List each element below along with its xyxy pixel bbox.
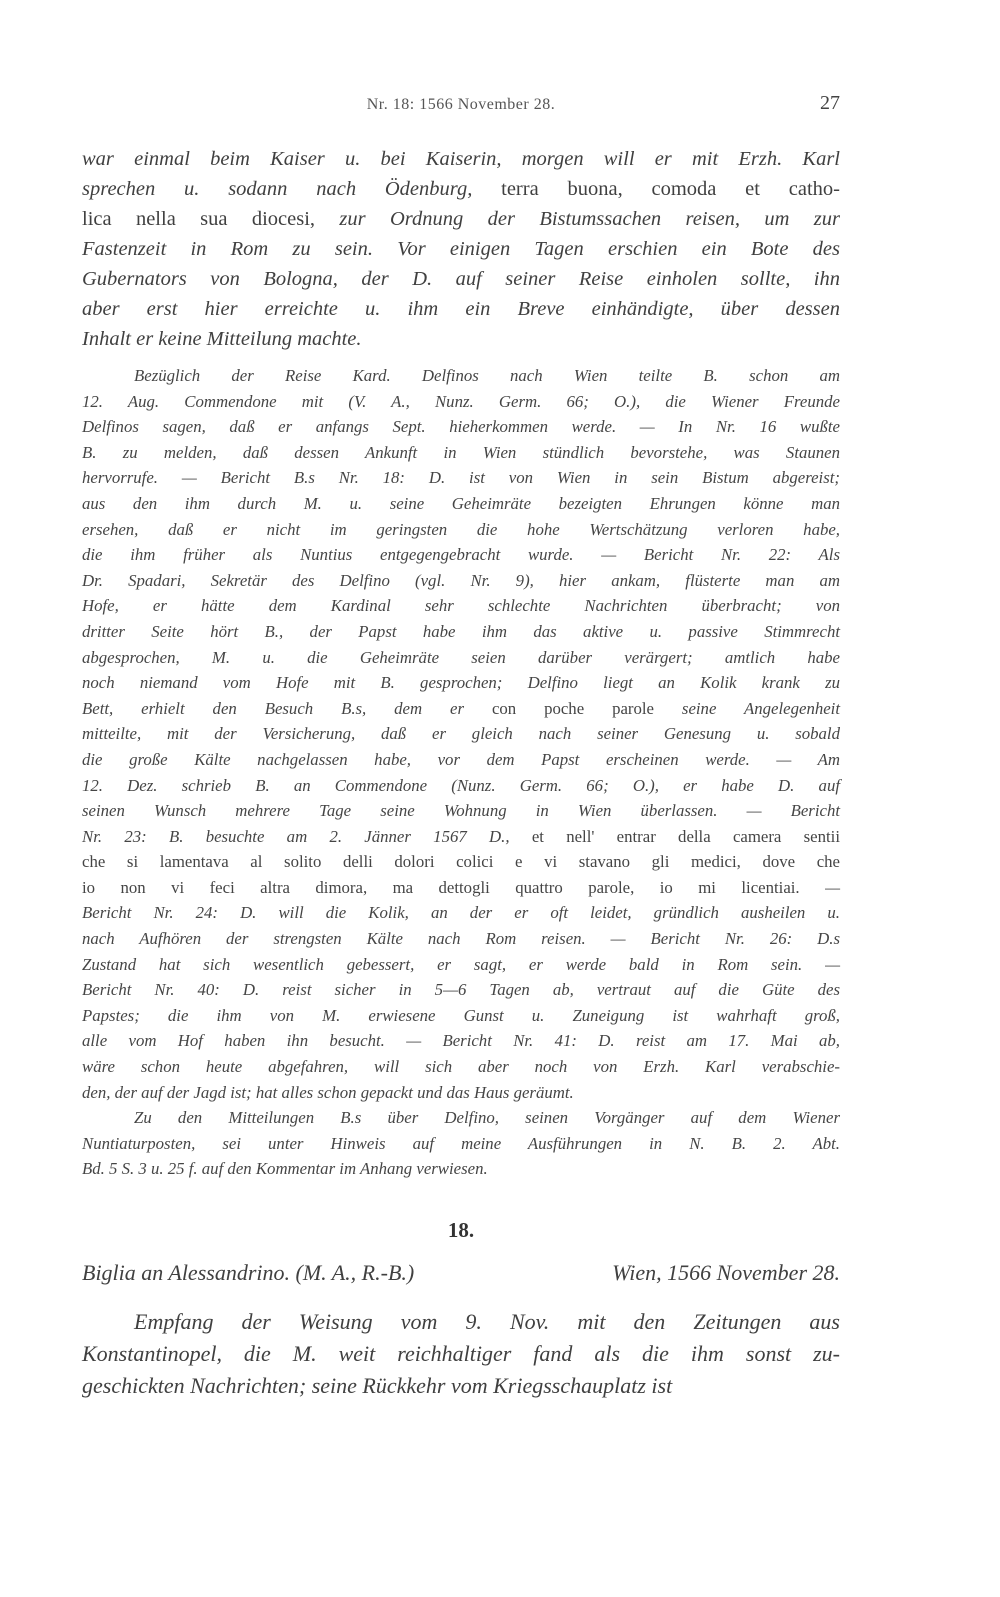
commentary-notes (82, 363, 840, 1182)
text-segment: Hofe, er hätte dem Kardinal sehr schlechte Nachrichten überbracht; von (82, 596, 840, 616)
note-line (82, 568, 840, 594)
text-segment: 12. Dez. schrieb B. an Commendone (Nunz. Germ. 66; O.), er habe D. auf (82, 775, 840, 795)
text-segment: sprechen u. sodann nach Ödenburg, (82, 178, 502, 200)
note-line (82, 824, 840, 850)
body-line (82, 204, 840, 234)
page-number: 27 (820, 92, 840, 114)
text-segment: Bett, erhielt den Besuch B.s, dem er (82, 698, 492, 718)
note-line (82, 491, 840, 517)
text-segment: abgesprochen, M. u. die Geheimräte seien darüber verärgert; amtlich habe (82, 647, 840, 667)
text-segment: seine Angelegenheit (654, 698, 840, 718)
text-segment: Dr. Spadari, Sekretär des Delfino (vgl. Nr. 9), hier ankam, flüsterte man am (82, 570, 840, 590)
note-line (82, 798, 840, 824)
text-segment: seinen Wunsch mehrere Tage seine Wohnung in Wien überlassen. — Bericht (82, 801, 840, 821)
body-line (82, 234, 840, 264)
note-line (82, 1003, 840, 1029)
body-line (82, 144, 840, 174)
note-line (82, 1156, 840, 1182)
text-segment: Fastenzeit in Rom zu sein. Vor einigen Tagen erschien ein Bote des (82, 238, 840, 260)
text-segment: Bd. 5 S. 3 u. 25 f. auf den Kommentar im Anhang verwiesen. (82, 1159, 488, 1179)
text-segment: ersehen, daß er nicht im geringsten die hohe Wertschätzung verloren habe, (82, 519, 840, 539)
report-continuation-text (82, 144, 840, 354)
note-line (82, 1054, 840, 1080)
text-segment: 12. Aug. Commendone mit (V. A., Nunz. Germ. 66; O.), die Wiener Freunde (82, 391, 840, 411)
text-segment: Nr. 23: B. besuchte am 2. Jänner 1567 D., (82, 826, 532, 846)
text-segment: mitteilte, mit der Versicherung, daß er gleich nach seiner Genesung u. sobald (82, 724, 840, 744)
note-line (82, 542, 840, 568)
note-line (82, 721, 840, 747)
text-segment: hervorrufe. — Bericht B.s Nr. 18: D. ist von Wien in sein Bistum abgereist; (82, 468, 840, 488)
note-line (82, 414, 840, 440)
text-segment: B. zu melden, daß dessen Ankunft in Wien stündlich bevorstehe, was Staunen (82, 442, 840, 462)
text-segment: Bericht Nr. 24: D. will die Kolik, an der er oft leidet, gründlich ausheilen u. (82, 903, 840, 923)
text-segment: Bezüglich der Reise Kard. Delfinos nach Wien teilte B. schon am (134, 366, 840, 385)
text-segment: Papstes; die ihm von M. erwiesene Gunst u. Zuneigung ist wahrhaft groß, (82, 1005, 840, 1025)
summary-line: geschickten Nachrichten; seine Rückkehr vom Kriegsschauplatz ist (82, 1373, 673, 1398)
text-segment: alle vom Hof haben ihn besucht. — Bericht Nr. 41: D. reist am 17. Mai ab, (82, 1031, 840, 1051)
note-line (82, 593, 840, 619)
document-number: 18. (447, 1218, 475, 1242)
note-line (82, 900, 840, 926)
note-line (82, 440, 840, 466)
note-line (82, 1080, 840, 1106)
body-line (82, 324, 840, 354)
note-line (82, 926, 840, 952)
document-summary (82, 1306, 840, 1402)
note-line (82, 773, 840, 799)
text-segment: noch niemand vom Hofe mit B. gesprochen; Delfino liegt an Kolik krank zu (82, 673, 840, 693)
page-header (82, 92, 840, 122)
note-line (82, 1131, 840, 1157)
latin-quote-segment: io non vi feci altra dimora, ma dettogli quattro parole, io mi licentiai. (82, 877, 800, 897)
text-segment: zur Ordnung der Bistumssachen reisen, um zur (339, 208, 840, 230)
body-line (82, 174, 840, 204)
note-line (82, 952, 840, 978)
latin-quote-segment: et nell' entrar della camera sentii (531, 826, 841, 846)
text-segment: Zustand hat sich wesentlich gebessert, er sagt, er werde bald in Rom sein. — (82, 954, 840, 974)
text-segment: aber erst hier erreichte u. ihm ein Breve einhändigte, über dessen (82, 298, 840, 320)
text-segment: nach Aufhören der strengsten Kälte nach Rom reisen. — Bericht Nr. 26: D.s (82, 929, 840, 949)
text-segment: Gubernators von Bologna, der D. auf seiner Reise einholen sollte, ihn (82, 268, 840, 290)
text-segment: die ihm früher als Nuntius entgegengebracht wurde. — Bericht Nr. 22: Als (82, 545, 840, 565)
latin-quote-segment: con poche parole (491, 698, 654, 718)
body-line (82, 294, 840, 324)
text-segment: Delfinos sagen, daß er anfangs Sept. hieherkommen werde. — In Nr. 16 wußte (82, 417, 840, 437)
note-line (82, 747, 840, 773)
note-line (82, 875, 840, 901)
note-line (82, 977, 840, 1003)
document-place-date: Wien, 1566 November 28. (612, 1260, 840, 1285)
text-segment: — (799, 877, 840, 897)
document-sender: Biglia an Alessandrino. (M. A., R.-B.) (82, 1260, 415, 1285)
text-segment: war einmal beim Kaiser u. bei Kaiserin, morgen will er mit Erzh. Karl (82, 148, 840, 170)
text-segment: Nuntiaturposten, sei unter Hinweis auf meine Ausführungen in N. B. 2. Abt. (82, 1133, 840, 1153)
note-line (82, 465, 840, 491)
note-line (82, 696, 840, 722)
text-segment: dritter Seite hört B., der Papst habe ihm das aktive u. passive Stimmrecht (82, 621, 840, 641)
summary-line: Konstantinopel, die M. weit reichhaltiger fand als die ihm sonst zu- (82, 1341, 840, 1366)
summary-line: Empfang der Weisung vom 9. Nov. mit den Zeitungen aus (134, 1309, 840, 1334)
latin-quote-segment: che si lamentava al solito delli dolori colici e vi stavano gli medici, dove che (82, 852, 840, 872)
text-segment: die große Kälte nachgelassen habe, vor dem Papst erscheinen werde. — Am (82, 749, 840, 769)
text-segment: aus den ihm durch M. u. seine Geheimräte bezeigten Ehrungen könne man (82, 493, 840, 513)
note-line (82, 1105, 840, 1131)
text-segment: Inhalt er keine Mitteilung machte. (82, 328, 362, 350)
note-line (82, 670, 840, 696)
note-line (82, 1028, 840, 1054)
note-line (82, 619, 840, 645)
note-line (82, 849, 840, 875)
note-line (82, 363, 840, 389)
text-segment: den, der auf der Jagd ist; hat alles schon gepackt und das Haus geräumt. (82, 1082, 574, 1102)
text-segment: wäre schon heute abgefahren, will sich aber noch von Erzh. Karl verabschie- (82, 1057, 840, 1077)
note-line (82, 517, 840, 543)
body-line (82, 264, 840, 294)
note-line (82, 645, 840, 671)
running-head: Nr. 18: 1566 November 28. (366, 96, 556, 113)
text-segment: Zu den Mitteilungen B.s über Delfino, seinen Vorgänger auf dem Wiener (134, 1108, 840, 1128)
note-line (82, 389, 840, 415)
latin-quote-segment: terra buona, comoda et catho- (501, 178, 840, 200)
latin-quote-segment: lica nella sua diocesi, (82, 208, 340, 230)
text-segment: Bericht Nr. 40: D. reist sicher in 5—6 Tagen ab, vertraut auf die Güte des (82, 980, 840, 1000)
